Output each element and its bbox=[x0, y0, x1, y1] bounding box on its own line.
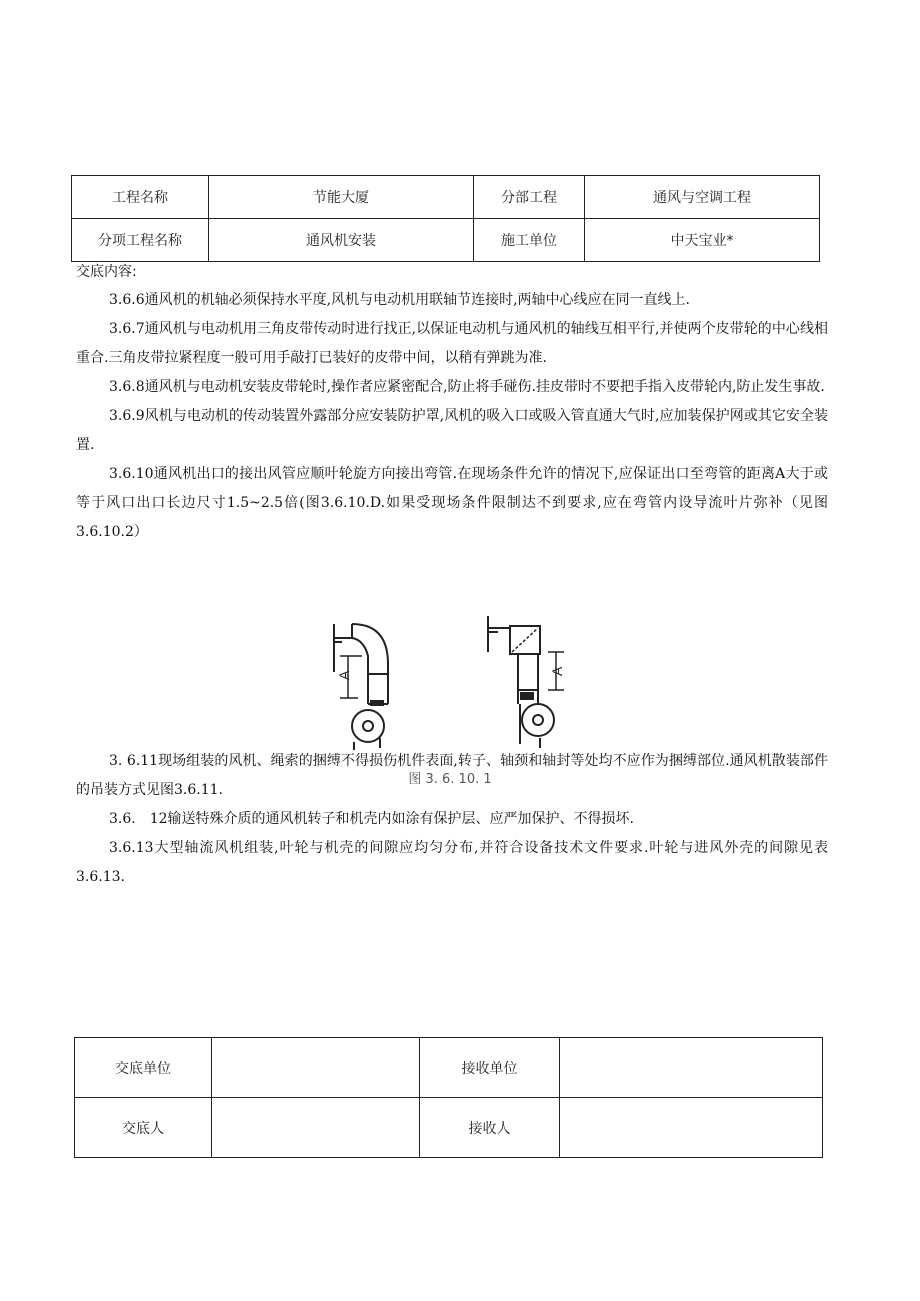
table-row bbox=[72, 219, 820, 262]
issuer-field[interactable] bbox=[212, 1098, 420, 1158]
fan-outlet-diagram bbox=[320, 612, 580, 762]
paragraph-3-6-10: 3.6.10通风机出口的接出风管应顺叶轮旋方向接出弯管.在现场条件允许的情况下,应保证出口至弯管的距离A大于或等于风口出口长边尺寸1.5~2.5倍(图3.6.10.D.如果受现场条件限制达不到要求,应在弯管内设导流叶片弥补（见图3.6.10.2） bbox=[76, 466, 828, 540]
table-row bbox=[75, 1098, 823, 1158]
paragraph-3-6-11: 3. 6.11现场组装的风机、绳索的捆缚不得损伤机件表面,转子、轴颈和轴封等处均不应作为捆缚部位.通风机散装部件的吊装方式见图3.6.11. bbox=[76, 753, 828, 798]
paragraph-3-6-9: 3.6.9风机与电动机的传动装置外露部分应安装防护罩,风机的吸入口或吸入管直通大气时,应加装保护网或其它安全装置. bbox=[76, 408, 828, 453]
fan-outlet-figure bbox=[320, 612, 580, 792]
receiving-unit-field[interactable] bbox=[560, 1038, 823, 1098]
figure-caption: 图 3. 6. 10. 1 bbox=[408, 772, 492, 787]
dimension-a-right: A bbox=[549, 666, 565, 676]
project-info-table bbox=[71, 175, 820, 262]
subitem-label: 分项工程名称 bbox=[72, 219, 209, 262]
dimension-a-left: A bbox=[336, 670, 352, 680]
paragraph-3-6-8: 3.6.8通风机与电动机安装皮带轮时,操作者应紧密配合,防止将手碰伤.挂皮带时不要把手指入皮带轮内,防止发生事故. bbox=[109, 379, 825, 395]
project-name-value: 节能大厦 bbox=[209, 176, 474, 219]
contractor-label: 施工单位 bbox=[474, 219, 585, 262]
issuing-unit-label: 交底单位 bbox=[75, 1038, 212, 1098]
subitem-value: 通风机安装 bbox=[209, 219, 474, 262]
division-value: 通风与空调工程 bbox=[585, 176, 820, 219]
table-row bbox=[75, 1038, 823, 1098]
issuing-unit-field[interactable] bbox=[212, 1038, 420, 1098]
table-row bbox=[72, 176, 820, 219]
division-label: 分部工程 bbox=[474, 176, 585, 219]
receiver-label: 接收人 bbox=[420, 1098, 560, 1158]
round-elbow-drawing bbox=[334, 624, 388, 750]
receiver-field[interactable] bbox=[560, 1098, 823, 1158]
square-elbow-drawing bbox=[488, 616, 564, 748]
issuer-label: 交底人 bbox=[75, 1098, 212, 1158]
contractor-value: 中天宝业* bbox=[585, 219, 820, 262]
paragraph-3-6-12: 3.6. 12输送特殊介质的通风机转子和机壳内如涂有保护层、应严加保护、不得损坏. bbox=[109, 811, 634, 827]
paragraph-3-6-6: 3.6.6通风机的机轴必须保持水平度,风机与电动机用联轴节连接时,两轴中心线应在同一直线上. bbox=[109, 292, 690, 308]
receiving-unit-label: 接收单位 bbox=[420, 1038, 560, 1098]
content-label: 交底内容: bbox=[76, 264, 137, 280]
paragraph-3-6-13: 3.6.13大型轴流风机组装,叶轮与机壳的间隙应均匀分布,并符合设备技术文件要求.叶轮与进风外壳的间隙见表3.6.13. bbox=[76, 840, 828, 885]
paragraph-3-6-7: 3.6.7通风机与电动机用三角皮带传动时进行找正,以保证电动机与通风机的轴线互相平行,并使两个皮带轮的中心线相重合.三角皮带拉紧程度一般可用手敲打已装好的皮带中间，以稍有弹跳为准. bbox=[76, 321, 828, 366]
signature-table bbox=[74, 1037, 823, 1158]
project-name-label: 工程名称 bbox=[72, 176, 209, 219]
briefing-content bbox=[76, 262, 828, 892]
